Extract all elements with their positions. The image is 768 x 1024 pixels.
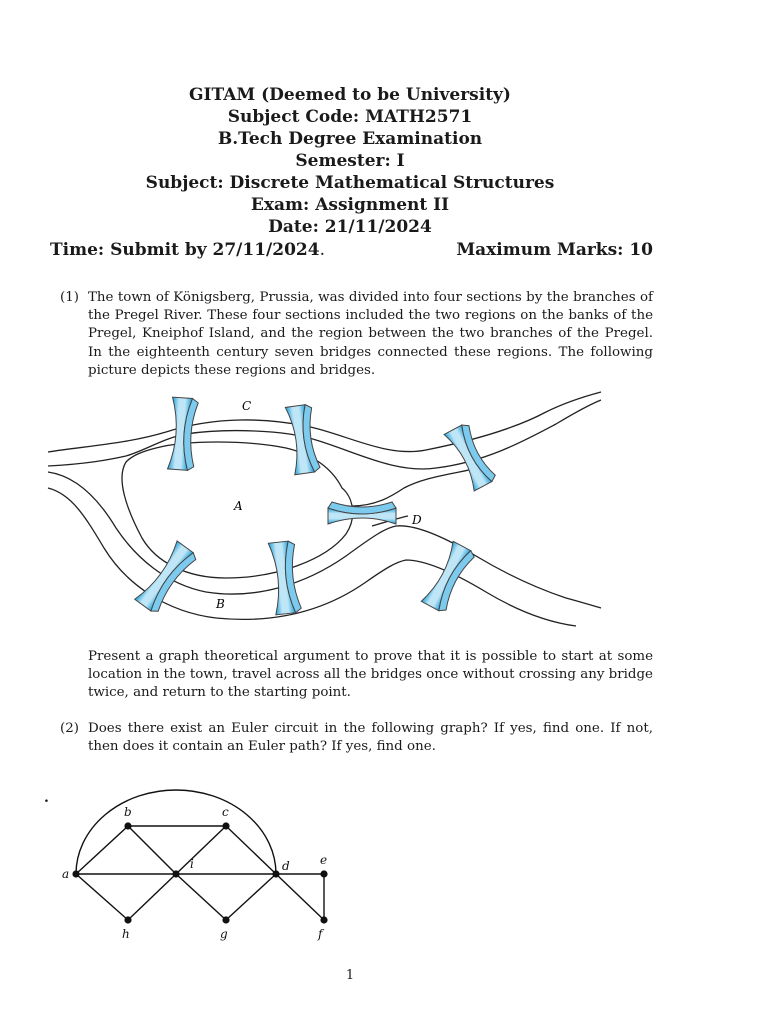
vertex-g — [222, 916, 229, 923]
region-label-c: C — [242, 399, 252, 413]
vertex-label-i: i — [190, 857, 194, 871]
edge-c-i — [176, 826, 226, 874]
region-label-a: A — [234, 499, 243, 513]
time-and-marks-row — [50, 240, 653, 260]
edge-i-h — [128, 874, 176, 920]
vertex-label-c: c — [222, 805, 229, 819]
page-number: 1 — [345, 968, 355, 983]
river-banks — [48, 392, 601, 626]
edge-a-b — [76, 826, 128, 874]
bridge-6 — [268, 541, 301, 615]
exam-name: Exam: Assignment II — [250, 195, 450, 215]
vertex-a — [72, 870, 79, 877]
vertex-label-f: f — [318, 927, 323, 941]
stray-mark: . — [44, 790, 49, 806]
question-1-text: The town of Königsberg, Prussia, was divided into four sections by the branches of the Pregel River. These four sections included the two regions on the banks of the Pregel, Kneiphof Island, and the region between the two branches of the Pregel. In the eighteenth century seven bridges connected these regions. The following picture depicts these regions and bridges. — [88, 290, 653, 378]
graph-vertices — [72, 822, 327, 923]
question-1-followup: Present a graph theoretical argument to prove that it is possible to start at some location in the town, travel across all the bridges once without crossing any bridge twice, and return to the starting point. — [88, 649, 653, 701]
edge-i-g — [176, 874, 226, 920]
graph-edges — [76, 790, 324, 920]
maximum-marks: Maximum Marks: 10 — [456, 240, 653, 260]
semester: Semester: I — [295, 151, 405, 171]
question-1 — [50, 289, 653, 380]
vertex-h — [124, 916, 131, 923]
submission-time-text: Time: Submit by 27/11/2024 — [50, 240, 320, 260]
bridge-1 — [168, 397, 199, 471]
vertex-label-h: h — [122, 927, 130, 941]
exam-header — [0, 84, 700, 238]
edge-g-d — [226, 874, 276, 920]
edge-a-h — [76, 874, 128, 920]
edge-d-f — [276, 874, 324, 920]
subject-name: Subject: Discrete Mathematical Structures — [145, 173, 555, 193]
euler-graph-figure — [56, 770, 356, 950]
vertex-label-b: b — [124, 805, 132, 819]
question-2-number: (2) — [60, 721, 79, 736]
bridge-7 — [421, 541, 476, 613]
vertex-c — [222, 822, 229, 829]
vertex-label-a: a — [62, 867, 70, 881]
vertex-e — [320, 870, 327, 877]
question-1-number: (1) — [60, 290, 79, 305]
vertex-d — [272, 870, 279, 877]
exam-date: Date: 21/11/2024 — [268, 217, 432, 237]
submission-time-period: . — [319, 240, 325, 260]
vertex-label-d: d — [282, 859, 290, 873]
konigsberg-bridges-figure — [46, 388, 606, 628]
region-label-d: D — [412, 513, 422, 527]
vertex-label-e: e — [320, 853, 328, 867]
university-name: GITAM (Deemed to be University) — [189, 85, 511, 105]
question-2 — [50, 720, 653, 756]
vertex-label-g: g — [220, 927, 228, 941]
question-2-text: Does there exist an Euler circuit in the following graph? If yes, find one. If not, then does it contain an Euler path? If yes, find one. — [88, 721, 653, 755]
submission-time — [50, 240, 325, 260]
region-label-b: B — [216, 597, 225, 611]
bridges — [135, 397, 497, 615]
bridge-3 — [444, 422, 497, 491]
vertex-b — [124, 822, 131, 829]
vertex-f — [320, 916, 327, 923]
edge-b-i — [128, 826, 176, 874]
edge-a-d — [76, 790, 276, 874]
subject-code: Subject Code: MATH2571 — [227, 107, 473, 127]
edge-c-d — [226, 826, 276, 874]
vertex-i — [172, 870, 179, 877]
degree-name: B.Tech Degree Examination — [217, 129, 483, 149]
